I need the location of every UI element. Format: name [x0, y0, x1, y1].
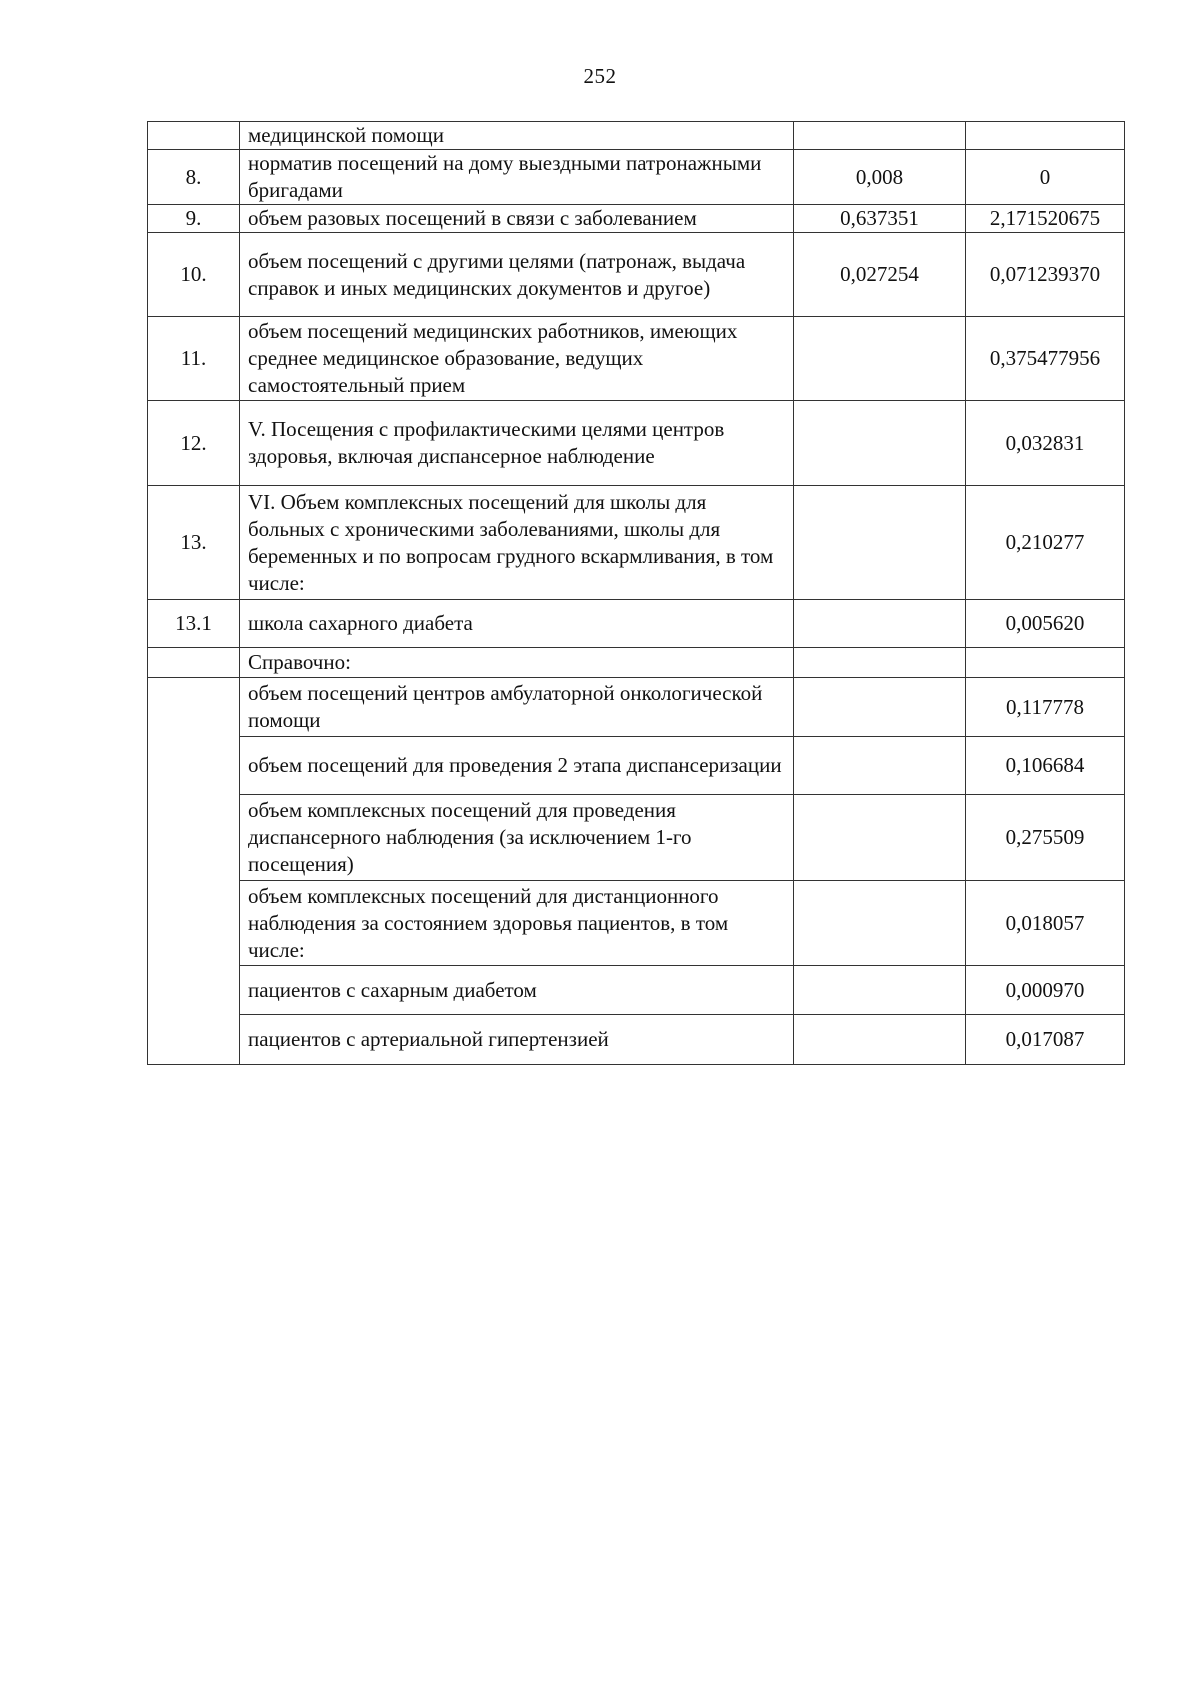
value-column-1: [794, 317, 966, 401]
row-number: [148, 122, 240, 150]
table-row: [148, 122, 1125, 150]
table-row: [148, 205, 1125, 233]
table-row: [148, 233, 1125, 317]
value-column-2: 0,032831: [966, 401, 1125, 486]
value-column-2: 0,071239370: [966, 233, 1125, 317]
row-description: норматив посещений на дому выездными патронажными бригадами: [240, 150, 794, 205]
value-column-2: 0,375477956: [966, 317, 1125, 401]
value-column-1: [794, 1015, 966, 1065]
value-column-1: 0,027254: [794, 233, 966, 317]
value-column-2: [966, 122, 1125, 150]
table-row: [148, 1015, 1125, 1065]
row-number: 12.: [148, 401, 240, 486]
row-number: [148, 678, 240, 1065]
table-row: [148, 737, 1125, 795]
row-number: 13.: [148, 486, 240, 600]
value-column-2: [966, 648, 1125, 678]
value-column-2: 2,171520675: [966, 205, 1125, 233]
value-column-1: [794, 600, 966, 648]
table-row: [148, 600, 1125, 648]
row-description: V. Посещения с профилактическими целями центров здоровья, включая диспансерное наблюдение: [240, 401, 794, 486]
table-row: [148, 881, 1125, 966]
value-column-2: 0,000970: [966, 966, 1125, 1015]
value-column-1: [794, 737, 966, 795]
value-column-1: [794, 881, 966, 966]
value-column-1: [794, 401, 966, 486]
table-row: [148, 966, 1125, 1015]
row-number: 8.: [148, 150, 240, 205]
table-row: [148, 648, 1125, 678]
value-column-1: [794, 678, 966, 737]
value-column-1: [794, 122, 966, 150]
value-column-1: 0,008: [794, 150, 966, 205]
row-description: объем разовых посещений в связи с заболеванием: [240, 205, 794, 233]
row-description: объем посещений для проведения 2 этапа диспансеризации: [240, 737, 794, 795]
row-description: объем посещений медицинских работников, имеющих среднее медицинское образование, ведущих самостоятельный прием: [240, 317, 794, 401]
row-number: 13.1: [148, 600, 240, 648]
row-description: Справочно:: [240, 648, 794, 678]
table-row: [148, 317, 1125, 401]
value-column-1: [794, 486, 966, 600]
table-row: [148, 486, 1125, 600]
row-description: объем посещений с другими целями (патронаж, выдача справок и иных медицинских документов и другое): [240, 233, 794, 317]
value-column-1: 0,637351: [794, 205, 966, 233]
table-row: [148, 401, 1125, 486]
row-description: объем комплексных посещений для проведения диспансерного наблюдения (за исключением 1-го посещения): [240, 795, 794, 881]
row-description: пациентов с артериальной гипертензией: [240, 1015, 794, 1065]
row-number: 9.: [148, 205, 240, 233]
row-description: медицинской помощи: [240, 122, 794, 150]
value-column-2: 0: [966, 150, 1125, 205]
row-description: объем комплексных посещений для дистанционного наблюдения за состоянием здоровья пациентов, в том числе:: [240, 881, 794, 966]
row-description: школа сахарного диабета: [240, 600, 794, 648]
value-column-2: 0,005620: [966, 600, 1125, 648]
data-table: [147, 121, 1125, 1065]
row-description: объем посещений центров амбулаторной онкологической помощи: [240, 678, 794, 737]
value-column-1: [794, 795, 966, 881]
table-row: [148, 678, 1125, 737]
row-description: VI. Объем комплексных посещений для школы для больных с хроническими заболеваниями, школы для беременных и по вопросам грудного вскармливания, в том числе:: [240, 486, 794, 600]
table-row: [148, 150, 1125, 205]
table-row: [148, 795, 1125, 881]
value-column-2: 0,275509: [966, 795, 1125, 881]
value-column-2: 0,106684: [966, 737, 1125, 795]
value-column-1: [794, 966, 966, 1015]
value-column-2: 0,210277: [966, 486, 1125, 600]
page-number: 252: [583, 64, 617, 88]
value-column-1: [794, 648, 966, 678]
row-number: 10.: [148, 233, 240, 317]
row-number: [148, 648, 240, 678]
row-number: 11.: [148, 317, 240, 401]
value-column-2: 0,117778: [966, 678, 1125, 737]
value-column-2: 0,017087: [966, 1015, 1125, 1065]
value-column-2: 0,018057: [966, 881, 1125, 966]
row-description: пациентов с сахарным диабетом: [240, 966, 794, 1015]
